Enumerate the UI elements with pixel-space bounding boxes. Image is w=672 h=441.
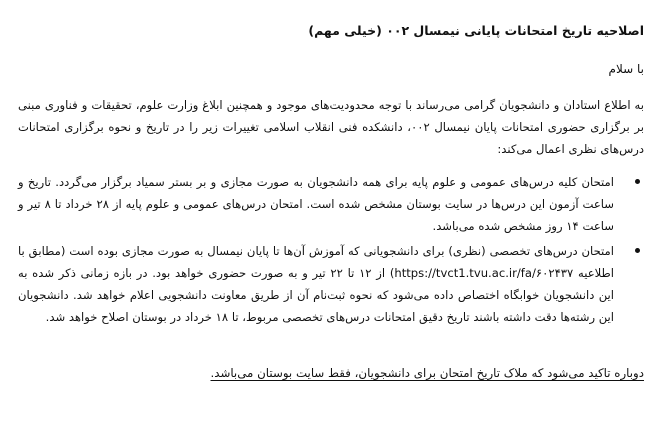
greeting-text: با سلام — [608, 62, 644, 76]
list-item-text: امتحان کلیه درس‌های عمومی و علوم پایه برای همه دانشجویان به صورت مجازی و بر بستر سمیاد برگزار می‌گردد. تاریخ و ساعت آزمون این درس‌ها در سایت بوستان مشخص شده است. امتحان درس‌های عمومی و علوم پایه از ۲۸ خرداد تا ۸ تیر و ساعت ۱۴ روز مشخص شده می‌باشد. — [18, 175, 615, 233]
bullet-icon — [635, 179, 640, 184]
closing-note: دوباره تاکید می‌شود که ملاک تاریخ امتحان برای دانشجویان، فقط سایت بوستان می‌باشد. — [210, 366, 644, 380]
list-item-text: امتحان درس‌های تخصصی (نظری) برای دانشجویانی که آموزش آن‌ها تا پایان نیمسال به صورت مجازی بوده است (مطابق با اطلاعیه https://tvct1.tvu.ac.ir/fa/۶۰۲۴۳۷) از ۱۲ تا ۲۲ تیر و به صورت حضوری خواهد بود. در بازه زمانی ذکر شده به این دانشجویان خوابگاه اختصاص داده می‌شود که نحوه ثبت‌نام آن از طریق معاونت دانشجویی اعلام خواهد شد. دانشجویان این رشته‌ها دقت داشته باشند تاریخ دقیق امتحانات درس‌های تخصصی مربوط، تا ۱۸ خرداد در بوستان اصلاح خواهد شد. — [18, 244, 614, 324]
announcement-title: اصلاحیه تاریخ امتحانات پایانی نیمسال ۰۰۲ (خیلی مهم) — [308, 23, 644, 38]
exam-changes-list — [18, 171, 644, 328]
intro-paragraph: به اطلاع استادان و دانشجویان گرامی می‌رساند با توجه محدودیت‌های موجود و همچنین ابلاغ وزارت علوم، تحقیقات و فناوری مبنی بر برگزاری حضوری امتحانات پایان نیمسال ۰۰۲، دانشکده فنی انقلاب اسلامی تغییرات زیر را در تاریخ و نحوه برگزاری امتحانات درس‌های نظری اعمال می‌کند: — [18, 98, 644, 156]
list-item-specialized-courses — [18, 240, 644, 328]
bullet-icon — [635, 248, 640, 253]
list-item-general-courses — [18, 171, 644, 237]
